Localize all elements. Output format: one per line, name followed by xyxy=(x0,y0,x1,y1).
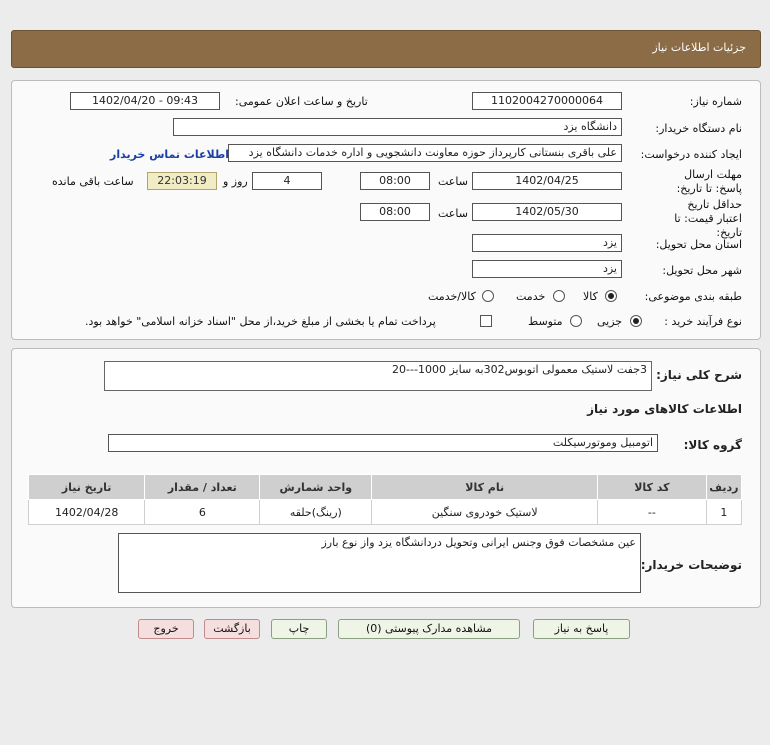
col-qty: تعداد / مقدار xyxy=(145,475,260,500)
goods-table xyxy=(28,474,742,525)
category-radio-goods-service[interactable] xyxy=(482,290,494,302)
category-radio-service[interactable] xyxy=(553,290,565,302)
exit-button[interactable]: خروج xyxy=(138,619,194,639)
deadline-label: مهلت ارسال پاسخ: تا تاریخ: xyxy=(676,168,742,195)
treasury-payment-note: پرداخت تمام یا بخشی از مبلغ خرید،از محل "اسناد خزانه اسلامی" خواهد بود. xyxy=(85,315,436,328)
need-number-field: 1102004270000064 xyxy=(472,92,622,110)
remaining-label: ساعت باقی مانده xyxy=(52,175,134,188)
deadline-days-field: 4 xyxy=(252,172,322,190)
table-row xyxy=(29,500,742,525)
print-button[interactable]: چاپ xyxy=(271,619,327,639)
province-field: یزد xyxy=(472,234,622,252)
city-label: شهر محل تحویل: xyxy=(662,264,742,277)
view-attachments-button[interactable]: مشاهده مدارک پیوستی (0) xyxy=(338,619,520,639)
process-radio-medium[interactable] xyxy=(570,315,582,327)
buyer-org-label: نام دستگاه خریدار: xyxy=(655,122,742,135)
summary-label: شرح کلی نیاز: xyxy=(656,368,742,382)
buyer-org-field: دانشگاه یزد xyxy=(173,118,622,136)
buyer-notes-field: عین مشخصات فوق وجنس ایرانی وتحویل دردانشگاه یزد واز نوع بارز xyxy=(118,533,641,593)
table-header-row xyxy=(29,475,742,500)
cell-name: لاستیک خودروی سنگین xyxy=(372,500,598,525)
deadline-time-label: ساعت xyxy=(438,175,468,188)
back-button[interactable]: بازگشت xyxy=(204,619,260,639)
col-name: نام کالا xyxy=(372,475,598,500)
treasury-payment-checkbox[interactable] xyxy=(480,315,492,327)
buyer-contact-link[interactable]: اطلاعات تماس خریدار xyxy=(110,148,230,161)
announce-label: تاریخ و ساعت اعلان عمومی: xyxy=(235,95,368,108)
goods-info-title: اطلاعات کالاهای مورد نیاز xyxy=(587,402,742,416)
buyer-notes-label: توضیحات خریدار: xyxy=(640,558,742,572)
validity-time-label: ساعت xyxy=(438,207,468,220)
process-option-minor: جزیی xyxy=(597,315,623,328)
deadline-days-label: روز و xyxy=(223,175,248,188)
category-radio-goods[interactable] xyxy=(605,290,617,302)
goods-group-field: اتومبیل وموتورسیکلت xyxy=(108,434,658,452)
need-number-label: شماره نیاز: xyxy=(689,95,742,108)
cell-unit: (رینگ)حلقه xyxy=(260,500,372,525)
remaining-timer: 22:03:19 xyxy=(147,172,217,190)
goods-group-label: گروه کالا: xyxy=(683,438,742,452)
col-code: کد کالا xyxy=(598,475,707,500)
validity-label: حداقل تاریخ اعتبار قیمت: تا تاریخ: xyxy=(674,198,742,239)
page-title: جزئیات اطلاعات نیاز xyxy=(652,41,746,54)
category-option-goods-service: کالا/خدمت xyxy=(428,290,476,303)
process-label: نوع فرآیند خرید : xyxy=(664,315,742,328)
col-row: ردیف xyxy=(706,475,741,500)
validity-time-field: 08:00 xyxy=(360,203,430,221)
creator-label: ایجاد کننده درخواست: xyxy=(640,148,742,161)
process-option-medium: متوسط xyxy=(528,315,563,328)
validity-date-field: 1402/05/30 xyxy=(472,203,622,221)
cell-row: 1 xyxy=(706,500,741,525)
deadline-time-field: 08:00 xyxy=(360,172,430,190)
cell-code: -- xyxy=(598,500,707,525)
process-radio-minor[interactable] xyxy=(630,315,642,327)
category-option-service: خدمت xyxy=(516,290,546,303)
province-label: استان محل تحویل: xyxy=(655,238,742,251)
col-date: تاریخ نیاز xyxy=(29,475,145,500)
category-label: طبقه بندی موضوعی: xyxy=(644,290,742,303)
page-header xyxy=(11,30,761,68)
summary-field: 3جفت لاستیک معمولی اتوبوس302به سایز 1000---20 xyxy=(104,361,652,391)
announce-field: 1402/04/20 - 09:43 xyxy=(70,92,220,110)
cell-date: 1402/04/28 xyxy=(29,500,145,525)
cell-qty: 6 xyxy=(145,500,260,525)
col-unit: واحد شمارش xyxy=(260,475,372,500)
deadline-date-field: 1402/04/25 xyxy=(472,172,622,190)
creator-field: علی باقری بنستانی کارپرداز حوزه معاونت دانشجویی و اداره خدمات دانشگاه یزد xyxy=(228,144,622,162)
city-field: یزد xyxy=(472,260,622,278)
reply-button[interactable]: پاسخ به نیاز xyxy=(533,619,630,639)
category-option-goods: کالا xyxy=(583,290,598,303)
